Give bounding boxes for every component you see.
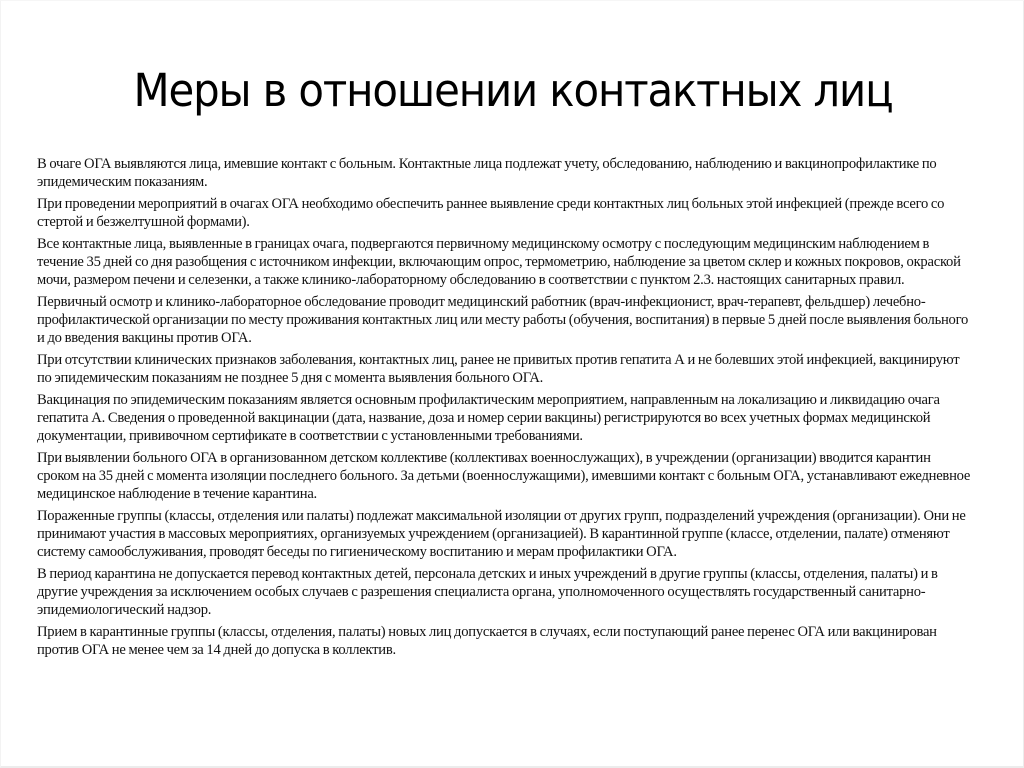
paragraph-transfer-restrictions: В период карантина не допускается перевод контактных детей, персонала детских и иных учреждений в другие группы (классы, отделения, палаты) и в другие учреждения за исключением особых случаев с разрешения специалиста органа, уполномоченного осуществлять государственный санитарно-эпидемиологический надзор. [37, 566, 938, 618]
paragraph-early-detection: При проведении мероприятий в очагах ОГА необходимо обеспечить раннее выявление среди контактных лиц больных этой инфекцией (прежде всего со стертой и безжелтушной формами). [37, 196, 945, 230]
paragraph-vaccination-contacts: При отсутствии клинических признаков заболевания, контактных лиц, ранее не привитых против гепатита А и не болевших этой инфекцией, вакцинируют по эпидемическим показаниям не позднее 5 дня с момента выявления больного ОГА. [37, 352, 960, 386]
paragraph-contacts-registration: В очаге ОГА выявляются лица, имевшие контакт с больным. Контактные лица подлежат учету, обследованию, наблюдению и вакцинопрофилактике по эпидемическим показаниям. [37, 156, 937, 190]
slide-body [37, 155, 972, 663]
paragraph-quarantine-introduction: При выявлении больного ОГА в организованном детском коллективе (коллективах военнослужащих), в учреждении (организации) вводится карантин сроком на 35 дней с момента изоляции последнего больного. За детьми (военнослужащими), имевшими контакт с больным ОГА, устанавливают ежедневное медицинское наблюдение в течение карантина. [37, 450, 971, 502]
paragraph-admission-rules: Прием в карантинные группы (классы, отделения, палаты) новых лиц допускается в случаях, если поступающий ранее перенес ОГА или вакцинирован против ОГА не менее чем за 14 дней до допуска в коллектив. [37, 624, 937, 658]
paragraph-vaccination-main-measure: Вакцинация по эпидемическим показаниям является основным профилактическим мероприятием, направленным на локализацию и ликвидацию очага гепатита А. Сведения о проведенной вакцинации (дата, название, доза и номер серии вакцины) регистрируются во всех учетных формах медицинской документации, прививочном сертификате в соответствии с установленными требованиями. [37, 392, 940, 444]
slide-title: Меры в отношении контактных лиц [133, 64, 893, 117]
paragraph-group-isolation: Пораженные группы (классы, отделения или палаты) подлежат максимальной изоляции от других групп, подразделений учреждения (организации). Они не принимают участия в массовых мероприятиях, организуемых учреждением (организацией). В карантинной группе (классе, отделении, палате) отменяют систему самообслуживания, проводят беседы по гигиеническому воспитанию и мерам профилактики ОГА. [37, 508, 966, 560]
paragraph-medical-observation: Все контактные лица, выявленные в границах очага, подвергаются первичному медицинскому осмотру с последующим медицинским наблюдением в течение 35 дней со дня разобщения с источником инфекции, включающим опрос, термометрию, наблюдение за цветом склер и кожных покровов, окраской мочи, размером печени и селезенки, а также клинико-лабораторному обследованию в соответствии с пунктом 2.3. настоящих санитарных правил. [37, 236, 961, 288]
paragraph-initial-examination: Первичный осмотр и клинико-лабораторное обследование проводит медицинский работник (врач-инфекционист, врач-терапевт, фельдшер) лечебно-профилактической организации по месту проживания контактных лиц или месту работы (обучения, воспитания) в первые 5 дней после выявления больного и до введения вакцины против ОГА. [37, 294, 968, 346]
